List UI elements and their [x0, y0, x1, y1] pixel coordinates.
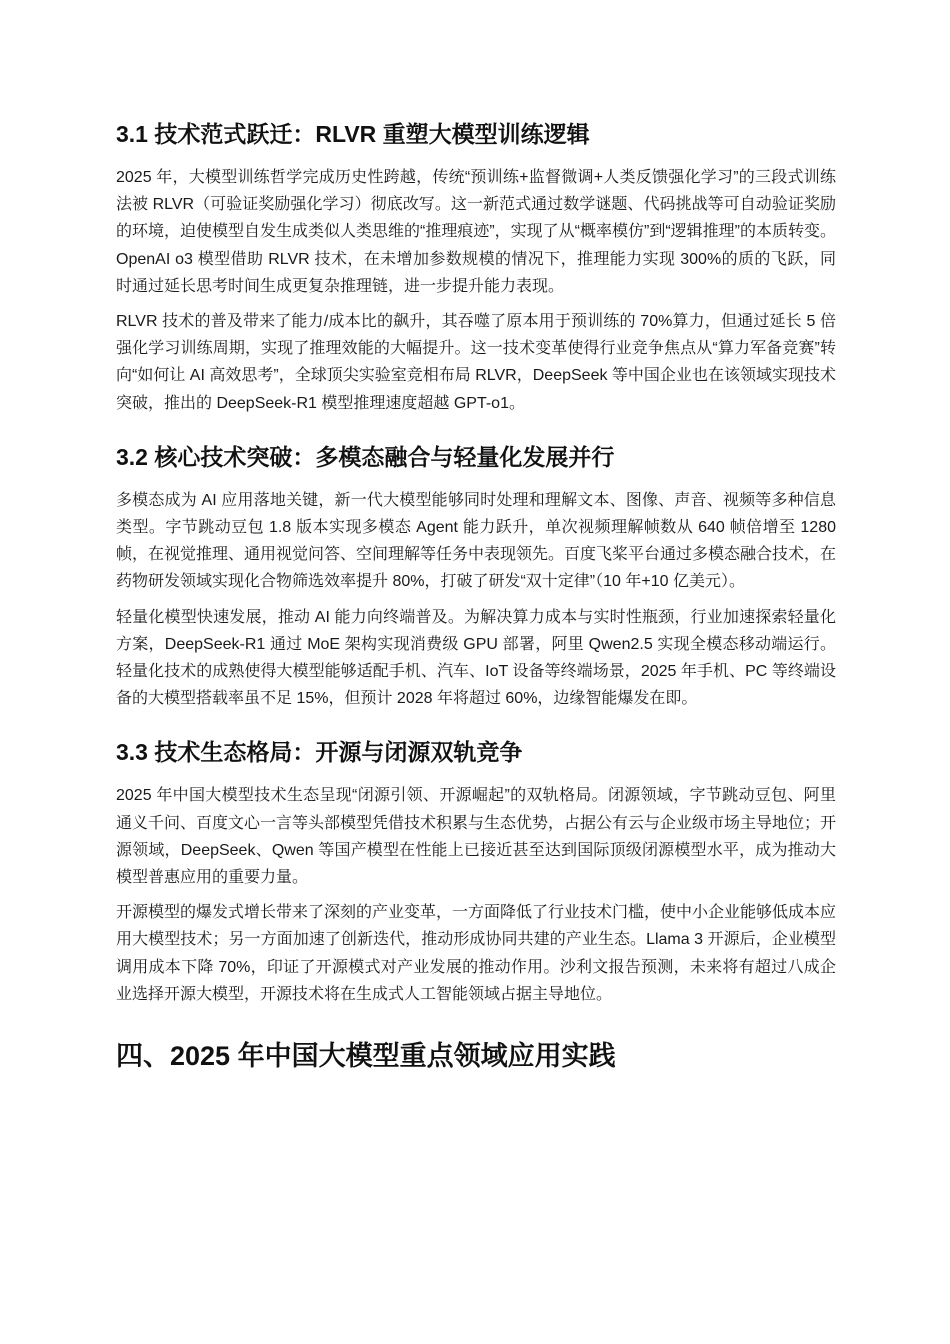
section-3-2-heading: 3.2 核心技术突破：多模态融合与轻量化发展并行	[116, 443, 615, 470]
section-3-2-paragraph-1: 多模态成为 AI 应用落地关键，新一代大模型能够同时处理和理解文本、图像、声音、视频等多种信息类型。字节跳动豆包 1.8 版本实现多模态 Agent 能力跃升，单次视频理解帧数从 640 帧倍增至 1280 帧，在视觉推理、通用视觉问答、空间理解等任务中表现领先。百度飞桨平台通过多模态融合技术，在药物研发领域实现化合物筛选效率提升 80%，打破了研发“双十定律”（10 年+10 亿美元）。	[116, 491, 837, 591]
section-3-2-paragraph-2: 轻量化模型快速发展，推动 AI 能力向终端普及。为解决算力成本与实时性瓶颈，行业加速探索轻量化方案，DeepSeek-R1 通过 MoE 架构实现消费级 GPU 部署，阿里 Qwen2.5 实现全模态移动端运行。轻量化技术的成熟使得大模型能够适配手机、汽车、IoT 设备等终端场景，2025 年手机、PC 等终端设备的大模型搭载率虽不足 15%，但预计 2028 年将超过 60%，边缘智能爆发在即。	[116, 608, 836, 708]
section-3-1-paragraph-2: RLVR 技术的普及带来了能力/成本比的飙升，其吞噬了原本用于预训练的 70%算力，但通过延长 5 倍强化学习训练周期，实现了推理效能的大幅提升。这一技术变革使得行业竞争焦点从“算力军备竞赛”转向“如何让 AI 高效思考”，全球顶尖实验室竞相布局 RLVR，DeepSeek 等中国企业也在该领域实现技术突破，推出的 DeepSeek-R1 模型推理速度超越 GPT-o1。	[116, 313, 836, 412]
document-content	[116, 112, 836, 1080]
section-3-1-heading: 3.1 技术范式跃迁：RLVR 重塑大模型训练逻辑	[116, 121, 590, 147]
section-3-3-paragraph-2: 开源模型的爆发式增长带来了深刻的产业变革，一方面降低了行业技术门槛，使中小企业能够低成本应用大模型技术；另一方面加速了创新迭代，推动形成协同共建的产业生态。Llama 3 开源后，企业模型调用成本下降 70%，印证了开源模式对产业发展的推动作用。沙利文报告预测，未来将有超过八成企业选择开源大模型，开源技术将在生成式人工智能领域占据主导地位。	[116, 904, 837, 1003]
section-3-1-paragraph-1: 2025 年，大模型训练哲学完成历史性跨越，传统“预训练+监督微调+人类反馈强化学习”的三段式训练法被 RLVR（可验证奖励强化学习）彻底改写。这一新范式通过数学谜题、代码挑战等可自动验证奖励的环境，迫使模型自发生成类似人类思维的“推理痕迹”，实现了从“概率模仿”到“逻辑推理”的本质转变。OpenAI o3 模型借助 RLVR 技术，在未增加参数规模的情况下，推理能力实现 300%的质的飞跃，同时通过延长思考时间生成更复杂推理链，进一步提升能力表现。	[116, 169, 836, 295]
chapter-4-heading: 四、2025 年中国大模型重点领域应用实践	[116, 1041, 616, 1072]
section-3-3-paragraph-1: 2025 年中国大模型技术生态呈现“闭源引领、开源崛起”的双轨格局。闭源领域，字节跳动豆包、阿里通义千问、百度文心一言等头部模型凭借技术积累与生态优势，占据公有云与企业级市场主导地位；开源领域，DeepSeek、Qwen 等国产模型在性能上已接近甚至达到国际顶级闭源模型水平，成为推动大模型普惠应用的重要力量。	[116, 787, 837, 887]
section-3-3-heading: 3.3 技术生态格局：开源与闭源双轨竞争	[116, 739, 523, 766]
